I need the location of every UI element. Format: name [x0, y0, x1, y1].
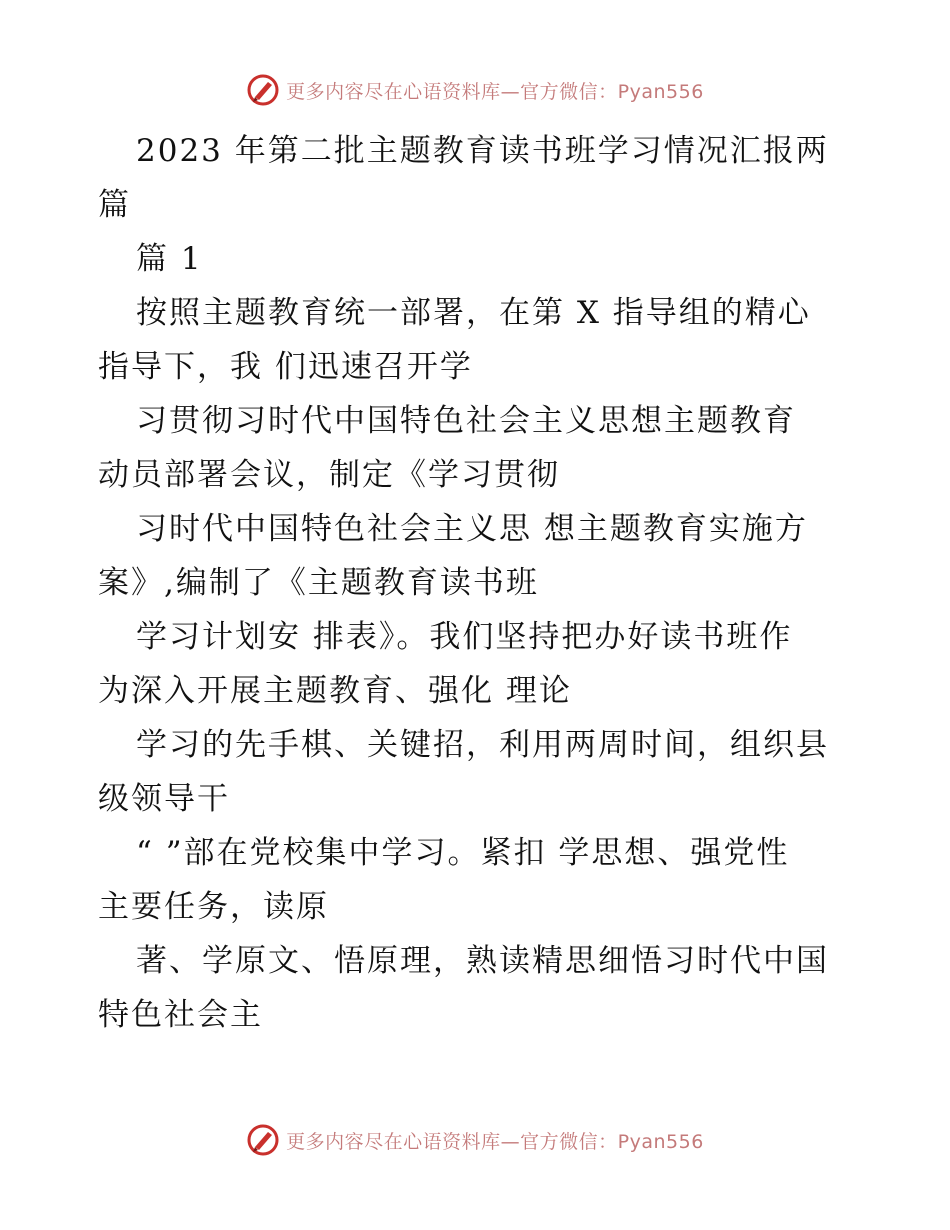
- document-line: 学习计划安 排表》。我们坚持把办好读书班作: [136, 619, 793, 655]
- pen-logo-icon: [246, 73, 280, 107]
- document-line: 主要任务，读原: [98, 889, 329, 925]
- document-line: 学习的先手棋、关键招，利用两周时间，组织县: [136, 727, 829, 763]
- document-line: 级领导干: [98, 781, 230, 817]
- watermark-wechat-id: Pyan556: [617, 1130, 704, 1153]
- document-line: 指导下，我 们迅速召开学: [98, 349, 473, 385]
- document-line: “ ”部在党校集中学习。紧扣 学思想、强党性: [136, 835, 790, 871]
- watermark-banner-bottom: [0, 1120, 950, 1160]
- watermark-text: 更多内容尽在心语资料库—官方微信：: [286, 80, 618, 103]
- document-line: 习贯彻习时代中国特色社会主义思想主题教育: [136, 403, 796, 439]
- document-line: 案》,编制了《主题教育读书班: [98, 565, 539, 601]
- document-line: 习时代中国特色社会主义思 想主题教育实施方: [136, 511, 808, 547]
- document-line: 篇 1: [136, 241, 203, 277]
- document-line: 为深入开展主题教育、强化 理论: [98, 673, 572, 709]
- document-line: 著、学原文、悟原理，熟读精思细悟习时代中国: [136, 943, 829, 979]
- document-line: 特色社会主: [98, 997, 263, 1033]
- document-line: 篇: [98, 187, 131, 223]
- document-line: 按照主题教育统一部署，在第 X 指导组的精心: [136, 295, 811, 331]
- watermark-text: 更多内容尽在心语资料库—官方微信：: [286, 1130, 618, 1153]
- document-line: 动员部署会议，制定《学习贯彻: [98, 457, 560, 493]
- document-line: 2023 年第二批主题教育读书班学习情况汇报两: [136, 133, 829, 169]
- watermark-banner-top: [0, 70, 950, 110]
- watermark-wechat-id: Pyan556: [617, 80, 704, 103]
- pen-logo-icon: [246, 1123, 280, 1157]
- document-body: [98, 124, 858, 1042]
